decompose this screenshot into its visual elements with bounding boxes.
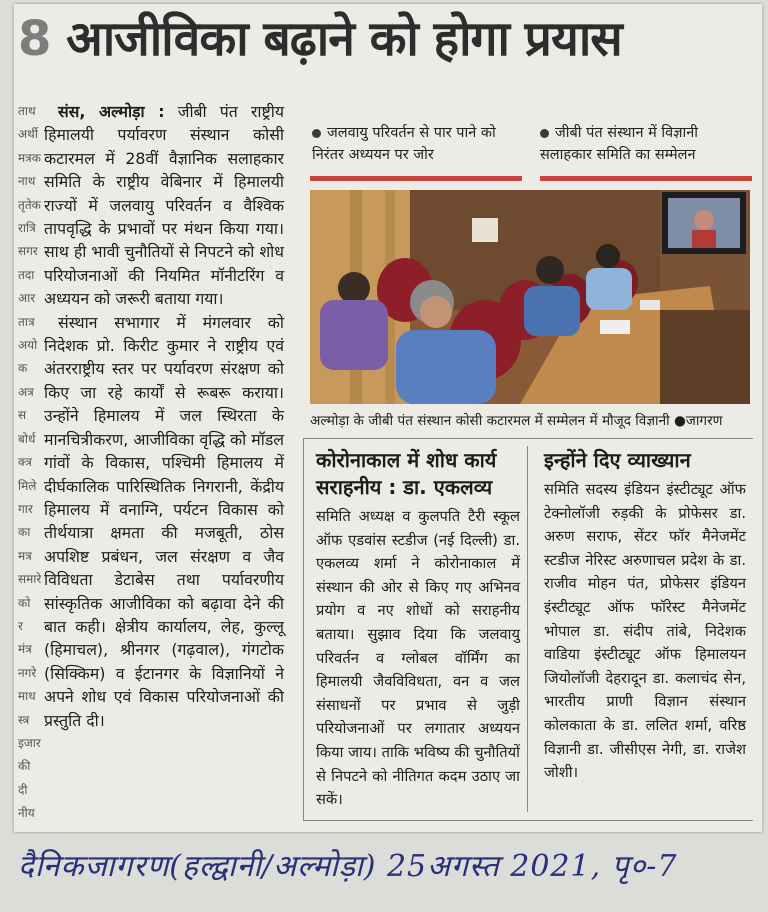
margin-fragment: की xyxy=(18,759,31,774)
box-column-divider xyxy=(527,446,528,812)
box-border-top xyxy=(303,438,753,439)
margin-fragment: का xyxy=(18,525,31,540)
margin-fragment: को xyxy=(18,595,31,610)
box-border-bottom xyxy=(303,820,753,821)
red-divider xyxy=(310,176,522,181)
dateline: संस, अल्मोड़ा : xyxy=(58,102,165,121)
bullet-icon xyxy=(540,129,549,138)
margin-fragment: बोर्ध xyxy=(18,431,36,446)
box-text: समिति सदस्य इंडियन इंस्टीट्यूट ऑफ टेक्नोलॉजी रुड़की के प्रोफेसर डा. अरुण सराफ, सेंटर फॉर मैनेजमेंट स्टडीज नेरिस्ट अरुणाचल प्रदेश के डा. राजीव मोहन पंत, प्रोफेसर इंडियन इंस्टीट्यूट ऑफ फॉरेस्ट मैनेजमेंट भोपाल डा. संदीप तांबे, निदेशक वाडिया इंस्टीट्यूट ऑफ हिमालयन जियोलॉजी देहरादून डा. कलाचंद सेन, भारतीय प्राणी विज्ञान संस्थान कोलकाता के डा. ललित शर्मा, वरिष्ठ विज्ञानी डा. जीसीएस नेगी, डा. राजेश जोशी। xyxy=(544,481,746,782)
sidebar-box-eklavya xyxy=(316,447,520,812)
conference-photo-illustration xyxy=(310,190,750,404)
headline xyxy=(18,6,758,72)
photo-caption: अल्मोड़ा के जीबी पंत संस्थान कोसी कटारमल में सम्मेलन में मौजूद विज्ञानी ●जागरण xyxy=(310,413,723,429)
margin-fragment: सगर xyxy=(18,244,38,259)
handwritten-source-note: दैनिकजागरण(हल्द्वानी/अल्मोड़ा) 25अगस्त 2021, पृ०-7 xyxy=(18,849,678,884)
margin-fragment: मत्रक xyxy=(18,150,42,165)
margin-fragment: क्त्र xyxy=(18,455,32,470)
margin-fragment: तात्र xyxy=(18,314,35,329)
margin-fragment: ताथ xyxy=(18,104,36,118)
margin-fragment: समारे xyxy=(18,572,42,587)
margin-text-fragments xyxy=(18,100,44,826)
margin-fragment: अयो xyxy=(18,338,38,353)
box-border-left xyxy=(303,438,304,820)
margin-fragment: मत्र xyxy=(18,548,32,563)
margin-fragment: तृतेक xyxy=(18,197,41,212)
headline-title: आजीविका बढ़ाने को होगा प्रयास xyxy=(66,11,622,67)
margin-fragment: क xyxy=(18,361,28,376)
margin-fragment: अर्थी xyxy=(18,127,38,142)
margin-fragment: नाथ xyxy=(18,174,36,189)
highlight-bullet-2: जीबी पंत संस्थान में विज्ञानी सलाहकार समिति का सम्मेलन xyxy=(540,125,699,163)
highlight-bullet-1: जलवायु परिवर्तन से पार पाने को निरंतर अध्ययन पर जोर xyxy=(312,125,496,163)
margin-fragment: मंत्र xyxy=(18,642,32,657)
sidebar-box-lecturers xyxy=(544,447,746,785)
box-text: समिति अध्यक्ष व कुलपति टैरी स्कूल ऑफ एडवांस स्टडीज (नई दिल्ली) डा. एकलव्य शर्मा ने कोरोनाकाल में संस्थान की ओर से किए गए अभिनव प्रयोग व नए शोधों को सराहनीय बताया। सुझाव दिया कि जलवायु परिवर्तन व ग्लोबल वॉर्मिंग का हिमालयी जैवविविधता, वन व जल संसाधनों पर प्रभाव से जुड़ी परियोजनाओं पर लगातार अध्ययन किया जाय। ताकि भविष्य की चुनौतियों से निपटने को नीतिगत कदम उठाए जा सकें। xyxy=(316,508,520,809)
margin-fragment: रात्रि xyxy=(18,221,36,236)
conference-photo xyxy=(310,190,750,404)
article-paragraph-1: संस, अल्मोड़ा : जीबी पंत राष्ट्रीय हिमालयी पर्यावरण संस्थान कोसी कटारमल में 28वीं वैज्ञानिक सलाहकार समिति के राष्ट्रीय वेबिनार में हिमालयी राज्यों में जलवायु परिवर्तन व वैश्विक तापवृद्धि के प्रभावों पर मंथन किया गया। साथ ही भावी चुनौतियों से निपटने को शोध परियोजनाओं की नियमित मॉनीटरिंग व अध्ययन को जरूरी बताया गया। xyxy=(44,102,284,309)
margin-fragment: इजार xyxy=(18,735,41,750)
margin-fragment: तदा xyxy=(18,267,35,282)
article-body xyxy=(44,100,284,732)
margin-fragment: मिले xyxy=(18,478,37,493)
box-heading: इन्होंने दिए व्याख्यान xyxy=(544,448,691,472)
margin-fragment: नगरे xyxy=(18,665,37,680)
margin-fragment: आर xyxy=(18,291,36,306)
margin-fragment: र xyxy=(18,618,23,633)
margin-fragment: माध xyxy=(18,689,36,704)
article-paragraph-2: संस्थान सभागार में मंगलवार को निदेशक प्रो. किरीट कुमार ने राष्ट्रीय एवं अंतरराष्ट्रीय स्तर पर पर्यावरण संरक्षण को किए जा रहे कार्यों से रूबरू कराया। उन्होंने हिमालय में जल स्थिरता के मानचित्रीकरण, आजीविका वृद्धि को मॉडल गांवों के विकास, पश्चिमी हिमालय में दीर्घकालिक पारिस्थितिक निगरानी, केंद्रीय हिमालय में वनाग्नि, पर्यटन विकास को तीर्थयात्रा क्षमता की मजबूती, ठोस अपशिष्ट प्रबंधन, जल संरक्षण व जैव विविधता डेटाबेस तथा पर्यावरणीय सांस्कृतिक आजीविका को बढ़ावा देने की बात कही। क्षेत्रीय कार्यालय, लेह, कुल्लू (हिमाचल), श्रीनगर (गढ़वाल), गंगटोक (सिक्किम) व ईटानगर के विज्ञानियों ने अपने शोध एवं विकास परियोजनाओं की प्रस्तुति दी। xyxy=(44,312,284,730)
margin-fragment: नीय xyxy=(18,806,35,821)
margin-fragment: दी xyxy=(18,782,28,797)
margin-fragment: गार xyxy=(18,501,33,516)
headline-clipped-fragment: 8 xyxy=(18,11,51,67)
margin-fragment: स्त्र xyxy=(18,712,30,727)
margin-fragment: अत्र xyxy=(18,384,34,399)
red-divider xyxy=(540,176,752,181)
box-heading: कोरोनाकाल में शोध कार्य सराहनीय : डा. एकलव्य xyxy=(316,448,497,499)
bullet-icon xyxy=(312,129,321,138)
margin-fragment: स xyxy=(18,408,27,423)
